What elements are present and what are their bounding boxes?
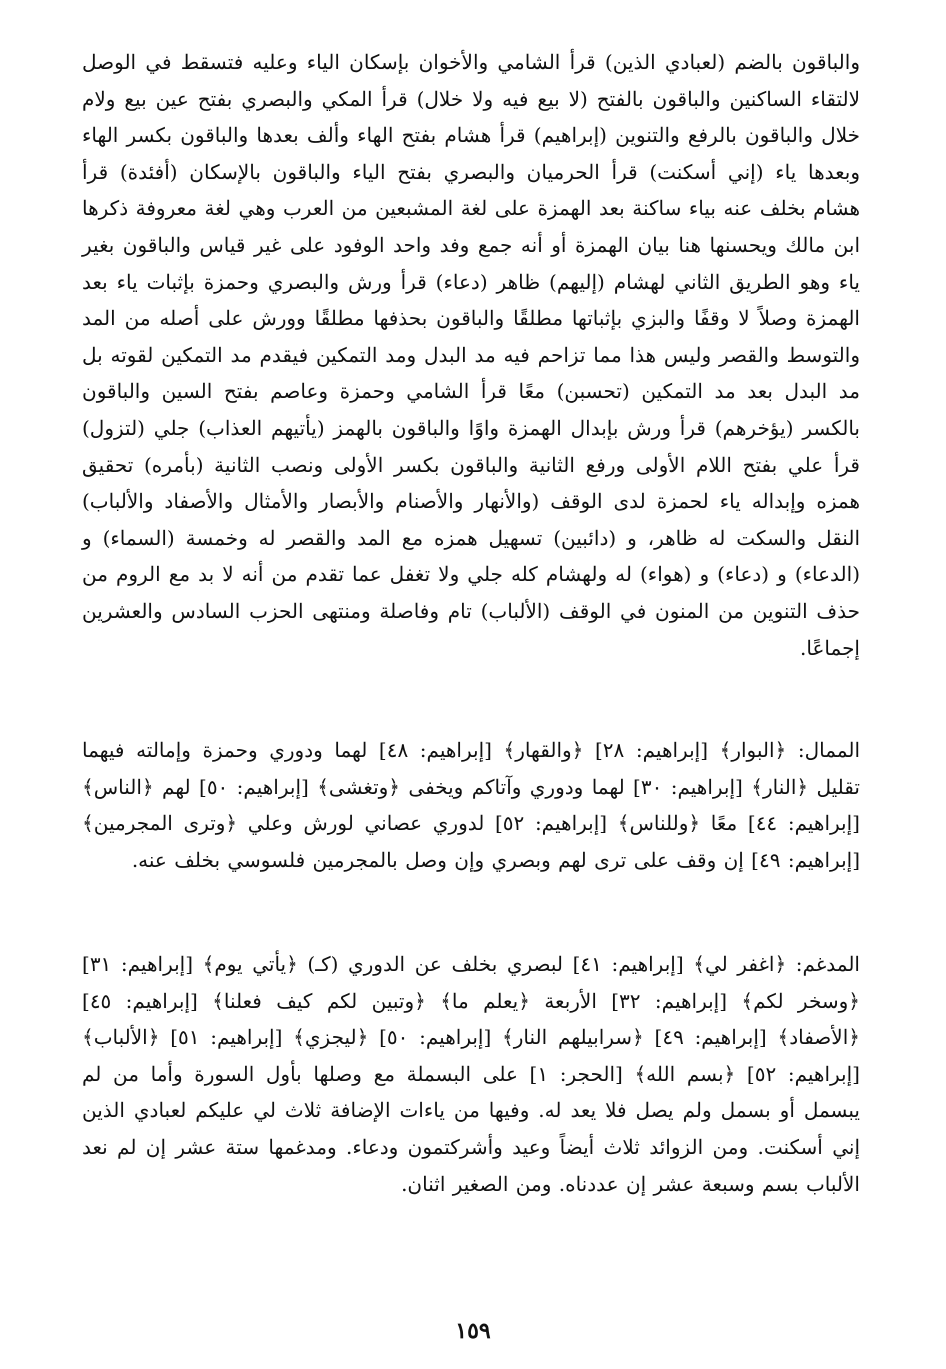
page-number: ١٥٩ <box>455 1318 491 1344</box>
mumal-paragraph <box>82 732 860 878</box>
mumal-paragraph-text: الممال: ﴿البوار﴾ [إبراهيم: ٢٨] ﴿والقهار﴾ [إبراهيم: ٤٨] لهما ودوري وحمزة وإمالته فيهما تقليل ﴿النار﴾ [إبراهيم: ٣٠] لهما ودوري وآتاكم ويخفى ﴿وتغشى﴾ [إبراهيم: ٥٠] لهم ﴿الناس﴾ [إبراهيم: ٤٤] معًا ﴿وللناس﴾ [إبراهيم: ٥٢] لدوري عصاني لورش وعلي ﴿وترى المجرمين﴾ [إبراهيم: ٤٩] إن وقف على ترى لهم وبصري وإن وصل بالمجرمين فلسوسي بخلف عنه. <box>82 738 861 872</box>
main-paragraph <box>82 44 860 666</box>
mudgham-paragraph-text: المدغم: ﴿اغفر لي﴾ [إبراهيم: ٤١] لبصري بخلف عن الدوري (كـ) ﴿يأتي يوم﴾ [إبراهيم: ٣١] ﴿وسخر لكم﴾ [إبراهيم: ٣٢] الأربعة ﴿يعلم ما﴾ ﴿وتبين لكم كيف فعلنا﴾ [إبراهيم: ٤٥] ﴿الأصفاد﴾ [إبراهيم: ٤٩] ﴿سرابيلهم النار﴾ [إبراهيم: ٥٠] ﴿ليجزي﴾ [إبراهيم: ٥١] ﴿الألباب﴾ [إبراهيم: ٥٢] ﴿بسم الله﴾ [الحجر: ١] على البسملة مع وصلها بأول السورة وأما من لم يبسمل أو بسمل ولم يصل فلا يعد له. وفيها من ياءات الإضافة ثلاث لي عليكم لعبادي الذين إني أسكنت. ومن الزوائد ثلاث أيضاً وعيد وأشركتمون ودعاء. ومدغمها ستة عشر إن لم نعد الألباب بسم وسبعة عشر إن عددناه. ومن الصغير اثنان. <box>82 952 860 1196</box>
main-paragraph-text: والباقون بالضم (لعبادي الذين) قرأ الشامي والأخوان بإسكان الياء وعليه فتسقط في الوصل لالتقاء الساكنين والباقون بالفتح (لا بيع فيه ولا خلال) قرأ المكي والبصري بفتح عين بيع ولام خلال والباقون بالرفع والتنوين (إبراهيم) قرأ هشام بفتح الهاء وألف بعدها والباقون بكسر الهاء وبعدها ياء (إني أسكنت) قرأ الحرميان والبصري بفتح الياء والباقون بالإسكان (أفئدة) قرأ هشام بخلف عنه بياء ساكنة بعد الهمزة على لغة المشبعين من العرب وهي لغة معروفة ذكرها ابن مالك ويحسنها هنا بيان الهمزة أو أنه جمع وفد واحد الوفود على غير قياس والباقون بغير ياء وهو الطريق الثاني لهشام (إليهم) ظاهر (دعاء) قرأ ورش والبصري وحمزة بإثبات ياء بعد الهمزة وصلاً لا وقفًا والبزي بإثباتها مطلقًا والباقون بحذفها مطلقًا وورش على أصله من المد والتوسط والقصر وليس هذا مما تزاحم فيه مد البدل ومد التمكين فيقدم مد التمكين لقوته بل مد البدل بعد مد التمكين (تحسبن) معًا قرأ الشامي وحمزة وعاصم بفتح السين والباقون بالكسر (يؤخرهم) قرأ ورش بإبدال الهمزة واوًا والباقون بالهمز (يأتيهم العذاب) جلي (لتزول) قرأ علي بفتح اللام الأولى ورفع الثانية والباقون بكسر الأولى ونصب الثانية (بأمره) تحقيق همزه وإبداله ياء لحمزة لدى الوقف (والأنهار والأصنام والأبصار والأمثال والأصفاد والألباب) النقل والسكت له ظاهر، و (دائبين) تسهيل همزه مع المد والقصر له وخمسة (السماء) و (الدعاء) و (دعاء) و (هواء) له ولهشام كله جلي ولا تغفل عما تقدم من أنه لا بد مع الروم من حذف التنوين من المنون في الوقف (الألباب) تام وفاصلة ومنتهى الحزب السادس والعشرين إجماعًا. <box>82 50 860 660</box>
mudgham-paragraph <box>82 946 860 1202</box>
